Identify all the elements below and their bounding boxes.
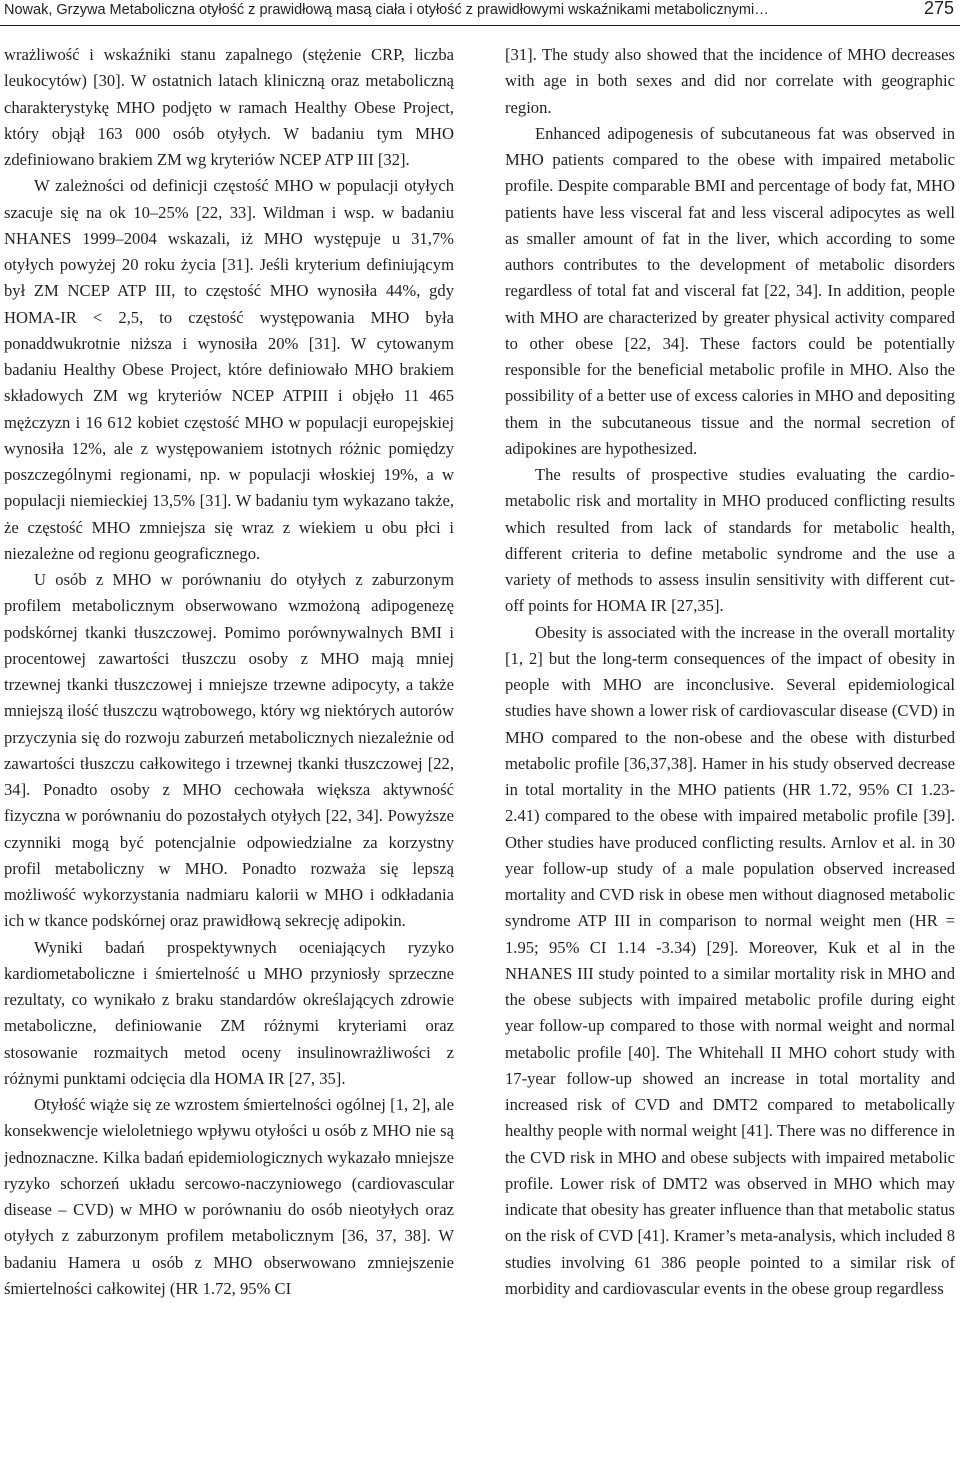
paragraph: Obesity is associated with the increase in the overall mortality [1, 2] but the long-term consequences of the impact of obesity in people with MHO are inconclusive. Several epidemiological studies have shown a lower risk of cardiovascular disease (CVD) in MHO compared to the non-obese and the obese with disturbed metabolic profile [36,37,38]. Hamer in his study observed decrease in total mortality in the MHO patients (HR 1.72, 95% CI 1.23-2.41) compared to the obese with impaired metabolic profile [39]. Other studies have produced conflicting results. Arnlov et al. in 30 year follow-up study of a male population observed increased mortality and CVD risk in obese men without diagnosed metabolic syndrome ATP III in comparison to normal weight men (HR = 1.95; 95% CI 1.14 -3.34) [29]. Moreover, Kuk et al in the NHANES III study pointed to a similar mortality risk in MHO and the obese subjects with impaired metabolic profile during eight year follow-up compared to those with normal weight and normal metabolic profile [40]. The Whitehall II MHO cohort study with 17-year follow-up showed an increase in total mortality and increased risk of CVD and DMT2 compared to metabolically healthy people with normal weight [41]. There was no difference in the CVD risk in MHO and obese subjects with impaired metabolic profile. Lower risk of DMT2 was observed in MHO which may indicate that obesity has greater influence than that metabolic status on the risk of CVD [41]. Kramer’s meta-analysis, which included 8 studies involving 61 386 people pointed to a similar risk of morbidity and cardiovascular events in the obese group regardless: [505, 622, 955, 1298]
paragraph: U osób z MHO w porównaniu do otyłych z zaburzonym profilem metabolicznym obserwowano wzmożoną adipogenezę podskórnej tkanki tłuszczowej. Pomimo porównywalnych BMI i procentowej zawartości tłuszczu osoby z MHO mają mniej trzewnej tkanki tłuszczowej i mniejsze trzewne adipocyty, a także mniejszą ilość tłuszczu wątrobowego, który wg niektórych autorów przyczynia się do rozwoju zaburzeń metabolicznych niezależnie od zawartości tłuszczu całkowitego i trzewnej tkanki tłuszczowej [22, 34]. Ponadto osoby z MHO cechowała większa aktywność fizyczna w porównaniu do pozostałych otyłych [22, 34]. Powyższe czynniki mogą być potencjalnie odpowiedzialne za korzystny profil metaboliczny w MHO. Ponadto rozważa się lepszą możliwość wykorzystania nadmiaru kalorii w MHO i odkładania ich w tkance podskórnej oraz prawidłową sekrecję adipokin.: [4, 570, 454, 931]
page-header: [0, 0, 960, 24]
left-column: [4, 42, 454, 1472]
paragraph: Otyłość wiąże się ze wzrostem śmiertelności ogólnej [1, 2], ale konsekwencje wieloletniego wpływu otyłości u osób z MHO nie są jednoznaczne. Kilka badań epidemiologicznych wykazało mniejsze ryzyko schorzeń układu sercowo-naczyniowego (cardiovascular disease – CVD) w MHO w porównaniu do osób nieotyłych oraz otyłych z zaburzonym profilem metabolicznym [36, 37, 38]. W badaniu Hamera u osób z MHO obserwowano zmniejszenie śmiertelności całkowitej (HR 1.72, 95% CI: [4, 1095, 454, 1298]
paragraph: [31]. The study also showed that the incidence of MHO decreases with age in both sexes and did nor correlate with geographic region.: [505, 45, 955, 117]
paragraph: Enhanced adipogenesis of subcutaneous fat was observed in MHO patients compared to the obese with impaired metabolic profile. Despite comparable BMI and percentage of body fat, MHO patients have less visceral fat and less visceral adipocytes as well as smaller amount of fat in the liver, which according to some authors contributes to the development of metabolic disorders regardless of total fat and visceral fat [22, 34]. In addition, people with MHO are characterized by greater physical activity compared to other obese [22, 34]. These factors could be potentially responsible for the beneficial metabolic profile in MHO. Also the possibility of a better use of excess calories in MHO and depositing them in the subcutaneous tissue and the normal secretion of adipokines are hypothesized.: [505, 123, 955, 458]
paragraph: W zależności od definicji częstość MHO w populacji otyłych szacuje się na ok 10–25% [22, 33]. Wildman i wsp. w badaniu NHANES 1999–2004 wskazali, iż MHO występuje u 31,7% otyłych powyżej 20 roku życia [31]. Jeśli kryterium definiującym był ZM NCEP ATP III, to częstość MHO wynosiła 44%, gdy HOMA-IR < 2,5, to częstość występowania MHO była ponaddwukrotnie niższa i wynosiła 20% [31]. W cytowanym badaniu Healthy Obese Project, które definiowało MHO brakiem składowych ZM wg kryteriów NCEP ATPIII i objęło 11 465 mężczyzn i 16 612 kobiet częstość MHO w populacji europejskiej wynosiła 12%, ale z występowaniem istotnych różnic pomiędzy poszczególnymi regionami, np. w populacji włoskiej 19%, a w populacji niemieckiej 13,5% [31]. W badaniu tym wykazano także, że częstość MHO zmniejsza się wraz z wiekiem u obu płci i niezależne od regionu geograficznego.: [4, 176, 454, 563]
paragraph: The results of prospective studies evaluating the cardio-metabolic risk and mortality in MHO produced conflicting results which resulted from lack of standards for metabolic health, different criteria to define metabolic syndrome and the use a variety of methods to assess insulin sensitivity with different cut-off points for HOMA IR [27,35].: [505, 465, 955, 616]
page-number: 275: [923, 0, 954, 18]
paragraph: wrażliwość i wskaźniki stanu zapalnego (stężenie CRP, liczba leukocytów) [30]. W ostatnich latach kliniczną oraz metaboliczną charakterystykę MHO podjęto w ramach Healthy Obese Project, który objął 163 000 osób otyłych. W badaniu tym MHO zdefiniowano brakiem ZM wg kryteriów NCEP ATP III [32].: [4, 45, 454, 169]
paragraph: Wyniki badań prospektywnych oceniających ryzyko kardiometaboliczne i śmiertelność u MHO przyniosły sprzeczne rezultaty, co wynikało z braku standardów określających zdrowie metaboliczne, definiowanie ZM różnymi kryteriami oraz stosowanie rozmaitych metod oceny insulinowrażliwości z różnymi punktami odcięcia dla HOMA IR [27, 35].: [4, 937, 454, 1088]
running-title: Nowak, Grzywa Metaboliczna otyłość z prawidłową masą ciała i otyłość z prawidłowymi wskaźnikami metabolicznymi…: [4, 2, 769, 18]
header-rule: [0, 25, 960, 26]
right-column: [505, 42, 955, 1472]
